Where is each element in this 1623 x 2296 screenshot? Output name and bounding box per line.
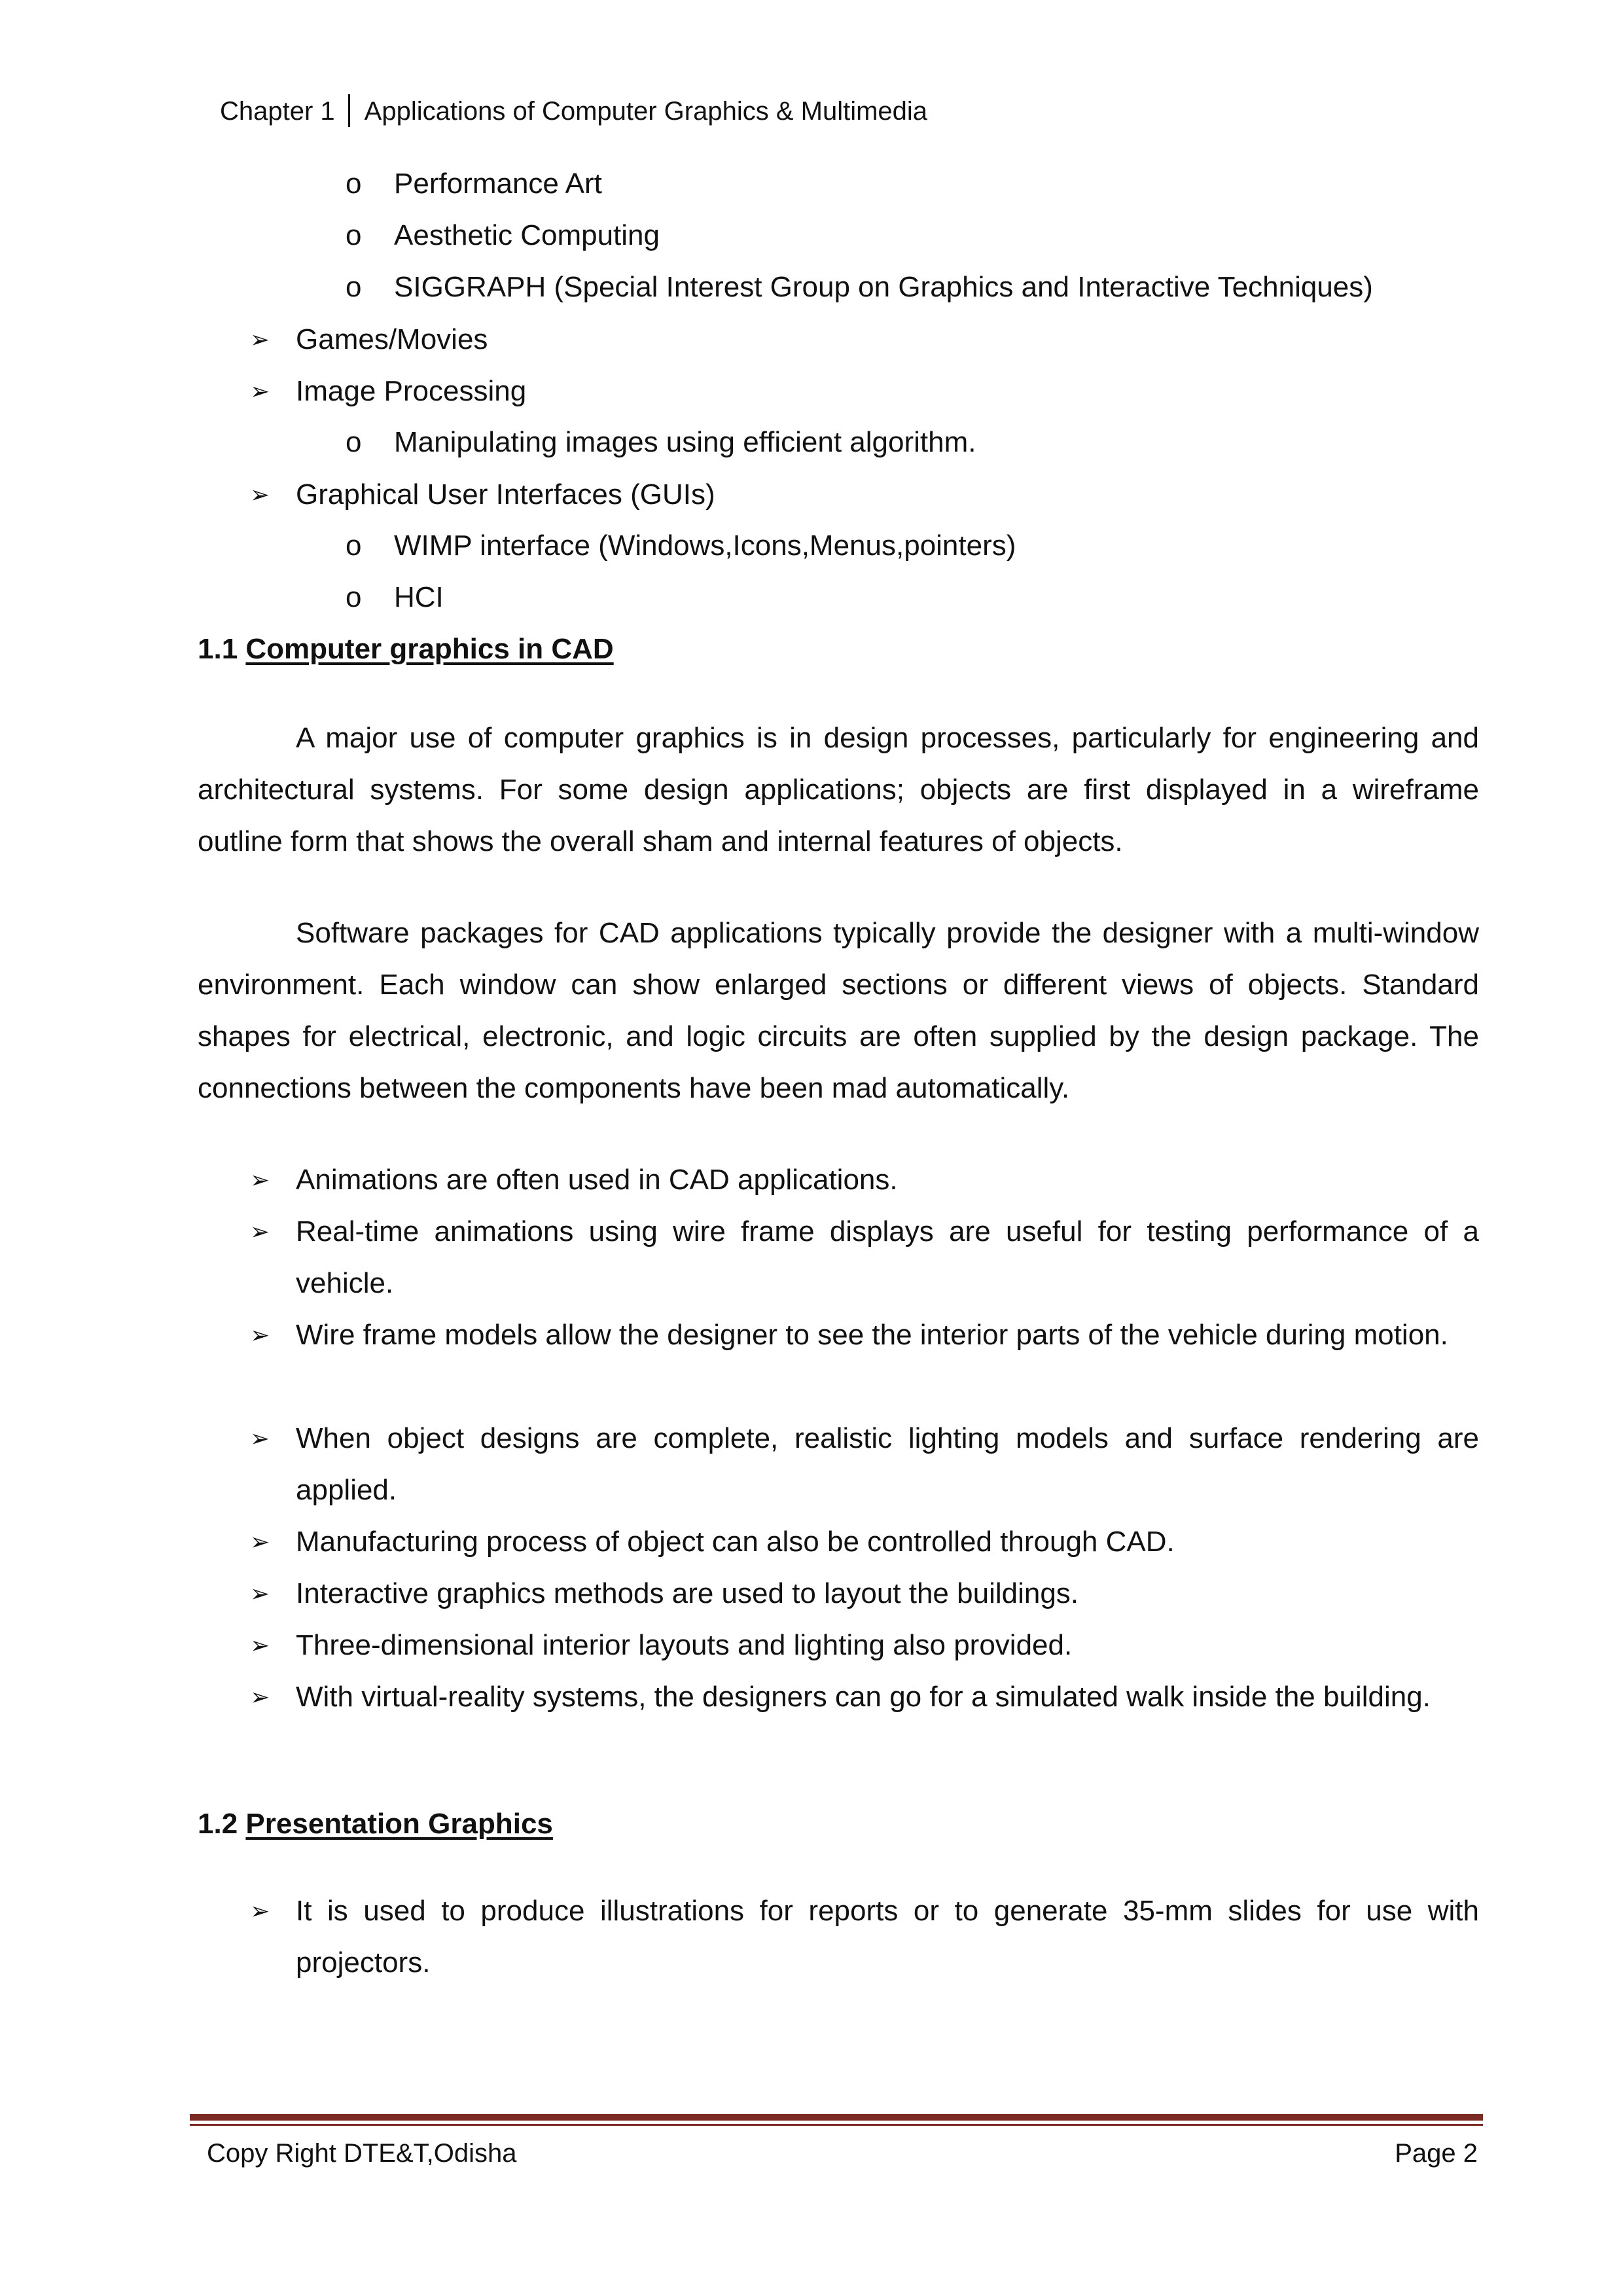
- header-separator: [348, 94, 350, 127]
- list-item: [198, 1516, 1479, 1568]
- list-item: [198, 469, 1479, 520]
- circle-bullet-icon: o: [346, 271, 362, 303]
- section-number: 1.1: [198, 633, 238, 665]
- list-item: [198, 1309, 1479, 1361]
- list-item: [198, 1412, 1479, 1516]
- arrow-bullet-icon: ➢: [250, 326, 270, 353]
- arrow-bullet-icon: ➢: [250, 1321, 270, 1348]
- list-item: [198, 1206, 1479, 1309]
- list-item: [198, 1154, 1479, 1206]
- arrow-bullet-icon: ➢: [250, 1425, 270, 1452]
- list-item-text: When object designs are complete, realistic lighting models and surface rendering are applied.: [296, 1422, 1479, 1506]
- list-item: [198, 1568, 1479, 1619]
- arrow-bullet-icon: ➢: [250, 1897, 270, 1924]
- list-item-text: Image Processing: [296, 375, 527, 407]
- section-number: 1.2: [198, 1808, 238, 1840]
- circle-bullet-icon: o: [346, 581, 362, 613]
- footer-rule-thin: [190, 2124, 1483, 2126]
- paragraph: Software packages for CAD applications typically provide the designer with a multi-window environment. Each window can show enlarged sections or different views of objects. Standard shapes for electrical, electronic, and logic circuits are often supplied by the design package. The connections between the components have been mad automatically.: [198, 917, 1479, 1104]
- list-item-text: Manufacturing process of object can also be controlled through CAD.: [296, 1526, 1175, 1558]
- header-chapter: Chapter 1: [220, 97, 335, 126]
- arrow-bullet-icon: ➢: [250, 481, 270, 508]
- list-item: [198, 314, 1479, 365]
- circle-bullet-icon: o: [346, 529, 362, 562]
- list-item-text: Interactive graphics methods are used to layout the buildings.: [296, 1577, 1079, 1609]
- paragraph: A major use of computer graphics is in design processes, particularly for engineering and architectural systems. For some design applications; objects are first displayed in a wireframe outline form that shows the overall sham and internal features of objects.: [198, 722, 1479, 857]
- page-header: [220, 93, 927, 130]
- circle-bullet-icon: o: [346, 219, 362, 251]
- list-item: [198, 1885, 1479, 1988]
- arrow-bullet-icon: ➢: [250, 1528, 270, 1555]
- list-item-text: It is used to produce illustrations for reports or to generate 35-mm slides for use with projectors.: [296, 1895, 1479, 1979]
- header-title: Applications of Computer Graphics & Multimedia: [364, 97, 928, 126]
- list-item-text: With virtual-reality systems, the designers can go for a simulated walk inside the building.: [296, 1681, 1431, 1713]
- list-item-text: Real-time animations using wire frame displays are useful for testing performance of a vehicle.: [296, 1215, 1479, 1299]
- list-item-text: Games/Movies: [296, 323, 488, 355]
- list-item-text: WIMP interface (Windows,Icons,Menus,pointers): [394, 529, 1016, 562]
- section-heading-1-2: [198, 1801, 553, 1847]
- list-item-text: Graphical User Interfaces (GUIs): [296, 478, 715, 511]
- footer-page-number: Page 2: [1395, 2139, 1478, 2168]
- arrow-bullet-icon: ➢: [250, 1218, 270, 1245]
- section-heading-1-1: [198, 626, 614, 672]
- arrow-bullet-icon: ➢: [250, 1580, 270, 1607]
- arrow-bullet-icon: ➢: [250, 1683, 270, 1710]
- section-title: Presentation Graphics: [245, 1808, 553, 1840]
- list-item-text: Animations are often used in CAD applications.: [296, 1164, 898, 1196]
- list-item-text: Three-dimensional interior layouts and lighting also provided.: [296, 1629, 1073, 1661]
- list-item: [198, 1671, 1479, 1723]
- list-item-text: HCI: [394, 581, 444, 613]
- arrow-bullet-icon: ➢: [250, 1632, 270, 1659]
- list-item-text: Manipulating images using efficient algorithm.: [394, 426, 976, 458]
- footer-copyright: Copy Right DTE&T,Odisha: [207, 2139, 517, 2168]
- footer-rule-thick: [190, 2114, 1483, 2121]
- list-item: [198, 365, 1479, 417]
- list-item-text: Aesthetic Computing: [394, 219, 660, 251]
- list-item-text: Performance Art: [394, 168, 602, 200]
- arrow-bullet-icon: ➢: [250, 378, 270, 404]
- circle-bullet-icon: o: [346, 426, 362, 458]
- list-item-text: Wire frame models allow the designer to see the interior parts of the vehicle during motion.: [296, 1319, 1448, 1351]
- list-item-text: SIGGRAPH (Special Interest Group on Graphics and Interactive Techniques): [394, 271, 1373, 303]
- section-title: Computer graphics in CAD: [245, 633, 614, 665]
- arrow-bullet-icon: ➢: [250, 1166, 270, 1193]
- list-item: [198, 1619, 1479, 1671]
- circle-bullet-icon: o: [346, 168, 362, 200]
